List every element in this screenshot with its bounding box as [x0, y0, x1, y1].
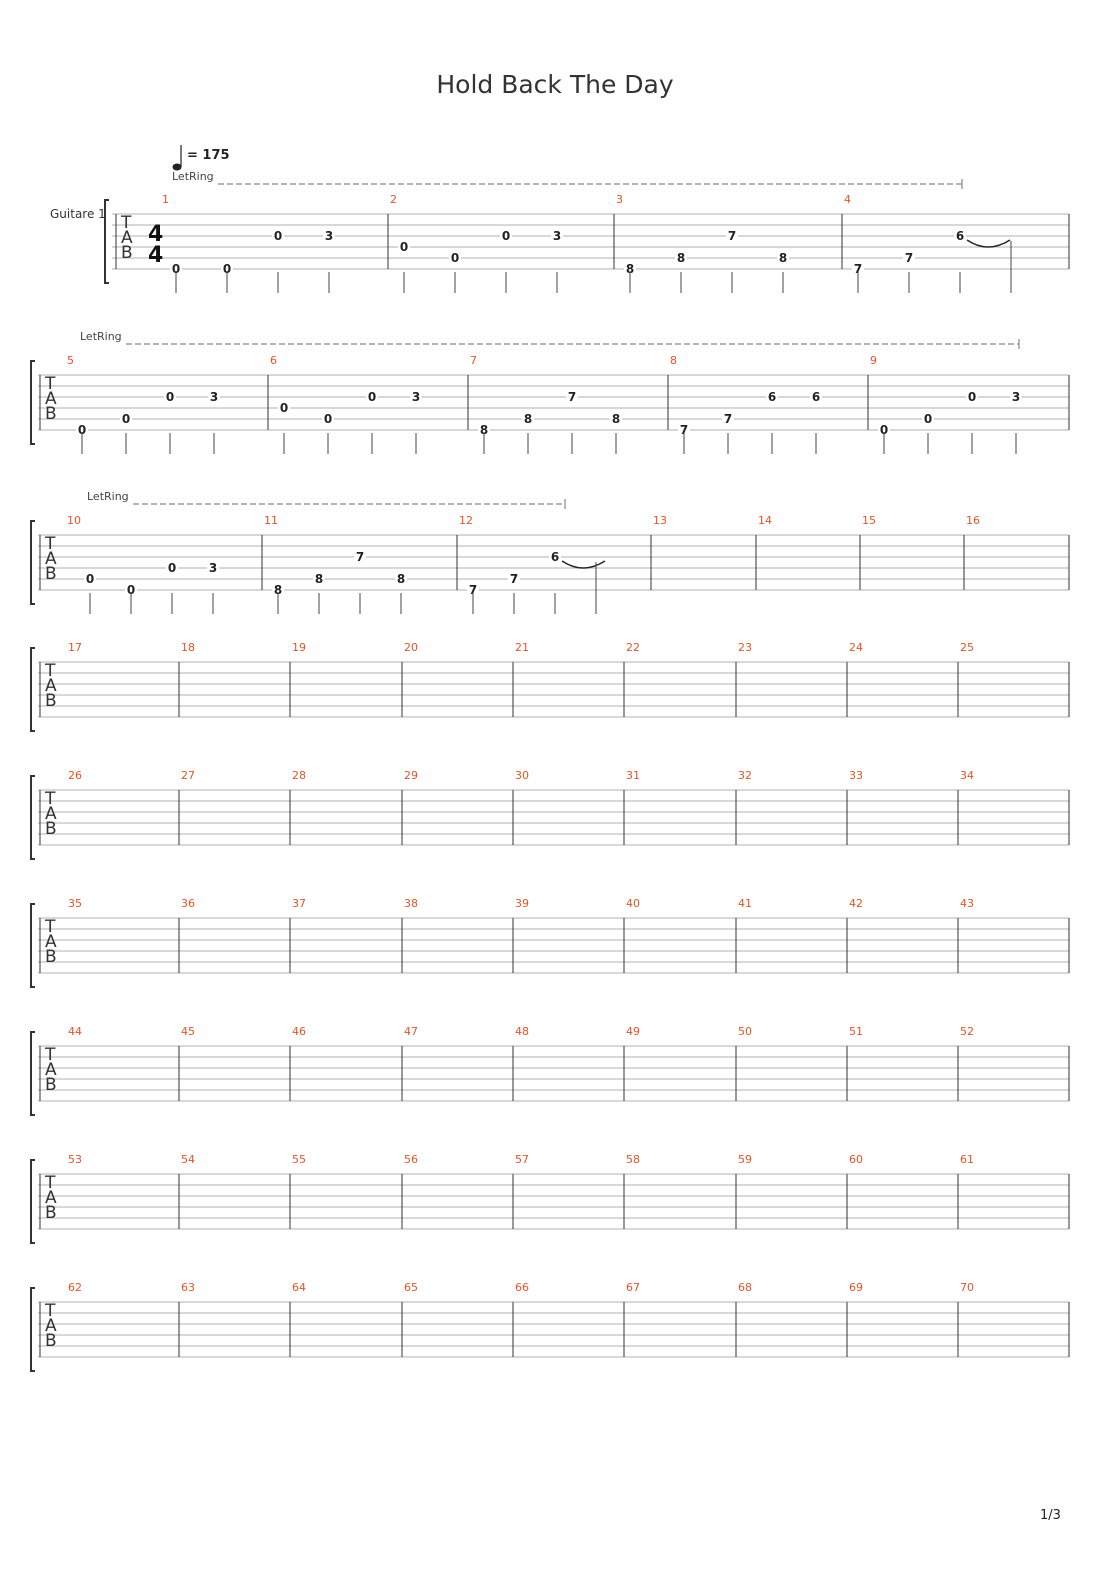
bar-number: 49 — [626, 1025, 640, 1038]
fret-number: 0 — [450, 251, 460, 265]
bar-number: 36 — [181, 897, 195, 910]
bar-number: 62 — [68, 1281, 82, 1294]
bar-number: 54 — [181, 1153, 195, 1166]
system-bracket — [31, 648, 35, 731]
fret-number: 7 — [567, 390, 577, 404]
tab-clef-letter: T — [45, 917, 56, 937]
tie-arc — [967, 240, 1010, 247]
bar-number: 61 — [960, 1153, 974, 1166]
fret-number: 3 — [209, 390, 219, 404]
tab-clef-letter: T — [45, 1301, 56, 1321]
tab-clef-letter: A — [45, 1316, 57, 1336]
bar-number: 4 — [844, 193, 851, 206]
bar-number: 20 — [404, 641, 418, 654]
system-bracket — [31, 1160, 35, 1243]
bar-number: 53 — [68, 1153, 82, 1166]
fret-number: 8 — [778, 251, 788, 265]
bar-number: 32 — [738, 769, 752, 782]
tab-clef-letter: B — [45, 691, 57, 711]
bar-number: 57 — [515, 1153, 529, 1166]
bar-number: 9 — [870, 354, 877, 367]
bar-number: 5 — [67, 354, 74, 367]
system-bracket — [31, 1032, 35, 1115]
bar-number: 6 — [270, 354, 277, 367]
bar-number: 64 — [292, 1281, 306, 1294]
system-bracket — [31, 361, 35, 444]
tab-clef-letter: B — [45, 1331, 57, 1351]
bar-number: 21 — [515, 641, 529, 654]
tab-clef-letter: B — [45, 564, 57, 584]
fret-number: 6 — [811, 390, 821, 404]
system-bracket — [31, 904, 35, 987]
bar-number: 28 — [292, 769, 306, 782]
fret-number: 7 — [723, 412, 733, 426]
fret-number: 3 — [208, 561, 218, 575]
bar-number: 40 — [626, 897, 640, 910]
fret-number: 8 — [625, 262, 635, 276]
bar-number: 50 — [738, 1025, 752, 1038]
bar-number: 60 — [849, 1153, 863, 1166]
fret-number: 0 — [121, 412, 131, 426]
fret-number: 0 — [399, 240, 409, 254]
tab-clef-letter: B — [45, 404, 57, 424]
fret-number: 0 — [279, 401, 289, 415]
bar-number: 65 — [404, 1281, 418, 1294]
tie-arc — [562, 561, 605, 568]
bar-number: 58 — [626, 1153, 640, 1166]
bar-number: 47 — [404, 1025, 418, 1038]
bar-number: 27 — [181, 769, 195, 782]
tab-clef-letter: B — [121, 243, 133, 263]
tab-clef-letter: A — [45, 932, 57, 952]
bar-number: 29 — [404, 769, 418, 782]
time-signature-top: 4 — [148, 222, 164, 247]
let-ring-label: LetRing — [80, 330, 122, 343]
fret-number: 3 — [411, 390, 421, 404]
bar-number: 18 — [181, 641, 195, 654]
bar-number: 30 — [515, 769, 529, 782]
bar-number: 24 — [849, 641, 863, 654]
fret-number: 7 — [468, 583, 478, 597]
bar-number: 19 — [292, 641, 306, 654]
bar-number: 11 — [264, 514, 278, 527]
bar-number: 12 — [459, 514, 473, 527]
tab-clef-letter: B — [45, 1075, 57, 1095]
tab-clef-letter: B — [45, 819, 57, 839]
bar-number: 1 — [162, 193, 169, 206]
bar-number: 38 — [404, 897, 418, 910]
tab-clef-letter: T — [45, 789, 56, 809]
fret-number: 0 — [171, 262, 181, 276]
bar-number: 10 — [67, 514, 81, 527]
bar-number: 69 — [849, 1281, 863, 1294]
bar-number: 44 — [68, 1025, 82, 1038]
fret-number: 8 — [273, 583, 283, 597]
fret-number: 3 — [1011, 390, 1021, 404]
fret-number: 6 — [767, 390, 777, 404]
fret-number: 7 — [853, 262, 863, 276]
fret-number: 0 — [222, 262, 232, 276]
time-signature-bottom: 4 — [148, 243, 164, 268]
bar-number: 15 — [862, 514, 876, 527]
bar-number: 35 — [68, 897, 82, 910]
tab-clef-letter: T — [121, 213, 132, 233]
bar-number: 14 — [758, 514, 772, 527]
fret-number: 6 — [550, 550, 560, 564]
fret-number: 0 — [126, 583, 136, 597]
bar-number: 70 — [960, 1281, 974, 1294]
tab-clef-letter: B — [45, 1203, 57, 1223]
bar-number: 45 — [181, 1025, 195, 1038]
fret-number: 0 — [273, 229, 283, 243]
fret-number: 7 — [509, 572, 519, 586]
fret-number: 0 — [77, 423, 87, 437]
bar-number: 3 — [616, 193, 623, 206]
fret-number: 0 — [165, 390, 175, 404]
score-title: Hold Back The Day — [436, 70, 674, 99]
tab-clef-letter: T — [45, 1045, 56, 1065]
fret-number: 8 — [523, 412, 533, 426]
bar-number: 17 — [68, 641, 82, 654]
bar-number: 63 — [181, 1281, 195, 1294]
system-bracket — [31, 1288, 35, 1371]
tab-clef-letter: T — [45, 1173, 56, 1193]
bar-number: 34 — [960, 769, 974, 782]
fret-number: 8 — [314, 572, 324, 586]
system-bracket — [105, 200, 109, 283]
let-ring-label: LetRing — [172, 170, 214, 183]
tab-clef-letter: T — [45, 661, 56, 681]
bar-number: 52 — [960, 1025, 974, 1038]
let-ring-label: LetRing — [87, 490, 129, 503]
fret-number: 0 — [923, 412, 933, 426]
tab-clef-letter: A — [45, 676, 57, 696]
bar-number: 8 — [670, 354, 677, 367]
bar-number: 37 — [292, 897, 306, 910]
bar-number: 42 — [849, 897, 863, 910]
fret-number: 0 — [323, 412, 333, 426]
tab-clef-letter: T — [45, 534, 56, 554]
fret-number: 3 — [552, 229, 562, 243]
fret-number: 0 — [967, 390, 977, 404]
fret-number: 7 — [355, 550, 365, 564]
fret-number: 6 — [955, 229, 965, 243]
tab-clef-letter: A — [45, 389, 57, 409]
bar-number: 68 — [738, 1281, 752, 1294]
tab-clef-letter: A — [45, 1188, 57, 1208]
fret-number: 7 — [727, 229, 737, 243]
bar-number: 66 — [515, 1281, 529, 1294]
fret-number: 0 — [85, 572, 95, 586]
bar-number: 13 — [653, 514, 667, 527]
fret-number: 8 — [396, 572, 406, 586]
bar-number: 16 — [966, 514, 980, 527]
tempo-marking: = 175 — [187, 148, 230, 163]
tab-clef-letter: A — [45, 1060, 57, 1080]
bar-number: 46 — [292, 1025, 306, 1038]
page-number: 1/3 — [1040, 1508, 1061, 1523]
system-bracket — [31, 521, 35, 604]
bar-number: 33 — [849, 769, 863, 782]
bar-number: 55 — [292, 1153, 306, 1166]
fret-number: 8 — [479, 423, 489, 437]
tab-clef-letter: A — [45, 549, 57, 569]
system-bracket — [31, 776, 35, 859]
bar-number: 2 — [390, 193, 397, 206]
fret-number: 8 — [676, 251, 686, 265]
fret-number: 7 — [679, 423, 689, 437]
tab-clef-letter: A — [45, 804, 57, 824]
bar-number: 51 — [849, 1025, 863, 1038]
bar-number: 39 — [515, 897, 529, 910]
bar-number: 26 — [68, 769, 82, 782]
bar-number: 56 — [404, 1153, 418, 1166]
bar-number: 67 — [626, 1281, 640, 1294]
fret-number: 0 — [879, 423, 889, 437]
bar-number: 25 — [960, 641, 974, 654]
bar-number: 43 — [960, 897, 974, 910]
tab-clef-letter: B — [45, 947, 57, 967]
bar-number: 48 — [515, 1025, 529, 1038]
fret-number: 0 — [367, 390, 377, 404]
tab-clef-letter: A — [121, 228, 133, 248]
bar-number: 59 — [738, 1153, 752, 1166]
fret-number: 0 — [167, 561, 177, 575]
bar-number: 31 — [626, 769, 640, 782]
fret-number: 0 — [501, 229, 511, 243]
instrument-name: Guitare 1 — [50, 207, 106, 221]
bar-number: 22 — [626, 641, 640, 654]
fret-number: 3 — [324, 229, 334, 243]
fret-number: 7 — [904, 251, 914, 265]
bar-number: 7 — [470, 354, 477, 367]
fret-number: 8 — [611, 412, 621, 426]
tab-clef-letter: T — [45, 374, 56, 394]
bar-number: 41 — [738, 897, 752, 910]
bar-number: 23 — [738, 641, 752, 654]
